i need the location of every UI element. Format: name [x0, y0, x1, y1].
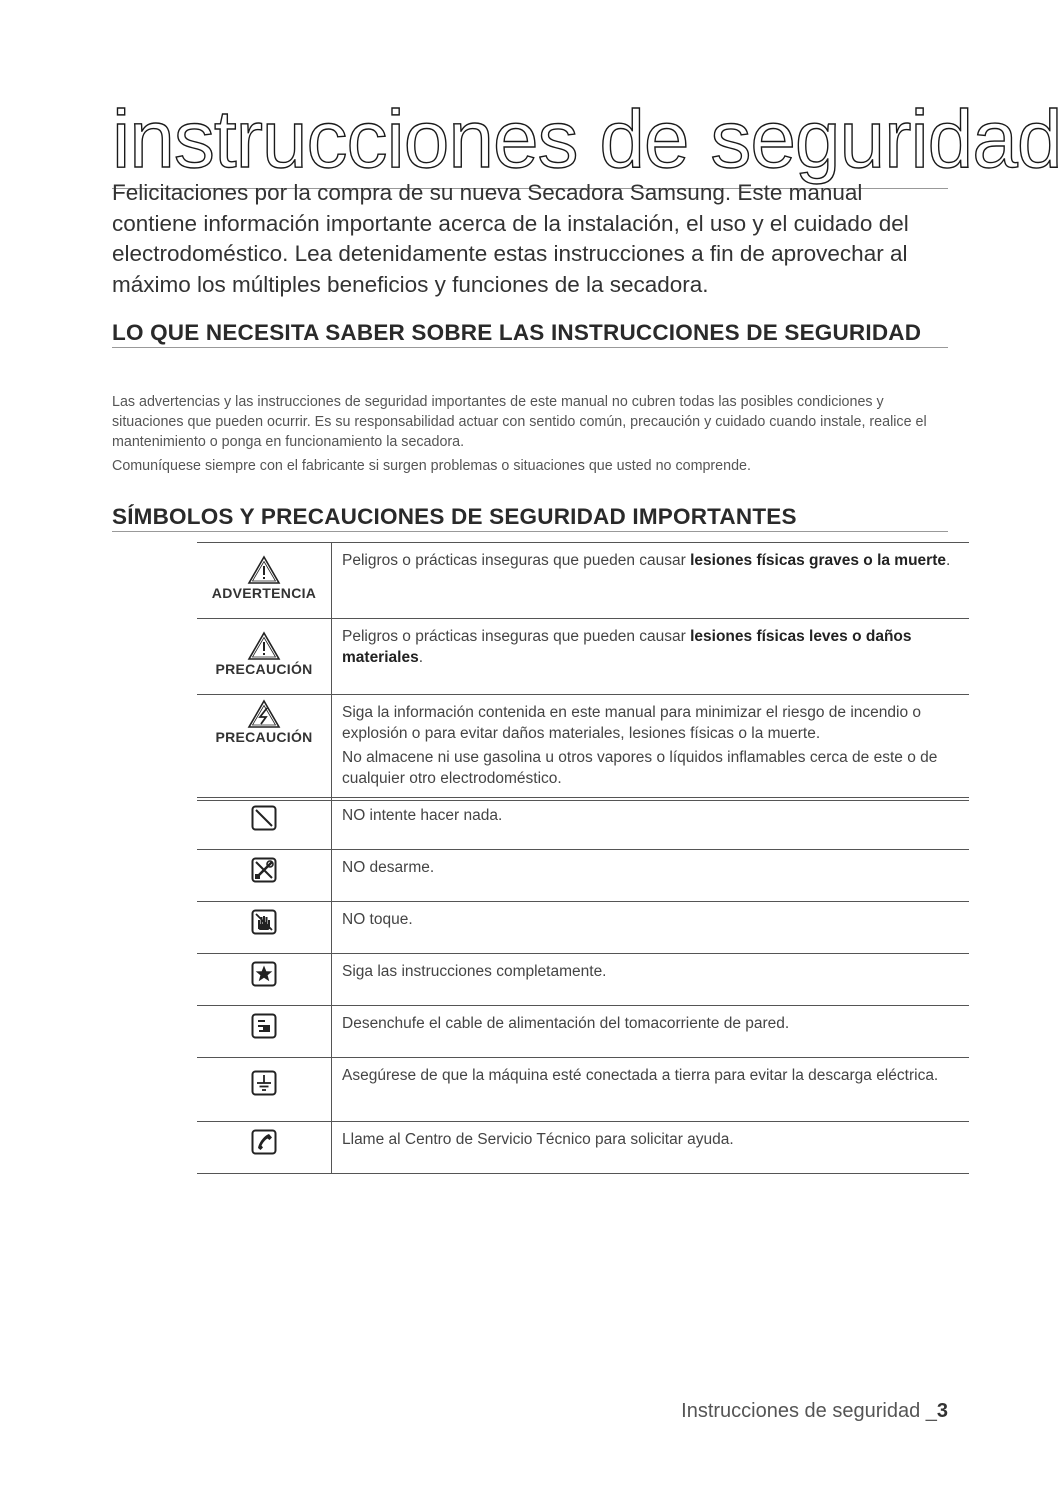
warning-label: ADVERTENCIA: [211, 585, 317, 601]
section-heading-symbols: SÍMBOLOS Y PRECAUCIONES DE SEGURIDAD IMPORTANTES: [112, 502, 948, 532]
table-row: [197, 619, 969, 695]
fire-caution-description: Siga la información contenida en este manual para minimizar el riesgo de incendio o explosión o para evitar daños materiales, lesiones físicas o la muerte. No almacene ni use gasolina u otros vapores o líquidos inflamables cerca de este o de cualquier otro electrodoméstico.: [332, 695, 970, 801]
section-heading-instructions: LO QUE NECESITA SABER SOBRE LAS INSTRUCCIONES DE SEGURIDAD: [112, 318, 948, 348]
table-row: [197, 1058, 969, 1122]
ground-icon: [251, 1070, 277, 1096]
intro-paragraph: Felicitaciones por la compra de su nueva Secadora Samsung. Este manual contiene información importante acerca de la instalación, el uso y el cuidado del electrodoméstico. Lea detenidamente estas instrucciones a fin de aprovechar al máximo los múltiples beneficios y funciones de la secadora.: [112, 180, 909, 297]
caution-description: Peligros o prácticas inseguras que pueden causar lesiones físicas leves o daños materiales.: [332, 619, 970, 695]
no-touch-icon: [251, 909, 277, 935]
warning-triangle-icon: [247, 555, 281, 585]
section1-paragraph: Las advertencias y las instrucciones de seguridad importantes de este manual no cubren todas las posibles condiciones y situaciones que pueden ocurrir. Es su responsabilidad actuar con sentido común, precaución y cuidado cuando instale, realice el mantenimiento o ponga en funcionamiento la secadora.: [112, 394, 927, 450]
symbol-description: Asegúrese de que la máquina esté conectada a tierra para evitar la descarga eléctrica.: [332, 1058, 970, 1122]
fire-hazard-triangle-icon: [247, 699, 281, 729]
table-row: [197, 798, 969, 850]
symbol-description: Llame al Centro de Servicio Técnico para solicitar ayuda.: [332, 1122, 970, 1174]
table-row: [197, 902, 969, 954]
caution-triangle-icon: [247, 631, 281, 661]
call-service-icon: [251, 1129, 277, 1155]
table-row: [197, 850, 969, 902]
follow-instructions-icon: [251, 961, 277, 987]
page-footer: [681, 1400, 948, 1423]
footer-text: Instrucciones de seguridad _: [681, 1400, 937, 1422]
symbol-description: NO intente hacer nada.: [332, 798, 970, 850]
no-attempt-icon: [251, 805, 277, 831]
page-number: 3: [936, 1400, 948, 1422]
no-disassemble-icon: [251, 857, 277, 883]
symbol-description: Siga las instrucciones completamente.: [332, 954, 970, 1006]
page-title: instrucciones de seguridad: [112, 92, 948, 189]
caution-fire-label: PRECAUCIÓN: [215, 729, 313, 745]
symbol-description: NO desarme.: [332, 850, 970, 902]
caution-label: PRECAUCIÓN: [215, 661, 313, 677]
section1-paragraph-contact: Comuníquese siempre con el fabricante si surgen problemas o situaciones que usted no comprende.: [112, 458, 751, 474]
symbol-description: Desenchufe el cable de alimentación del tomacorriente de pared.: [332, 1006, 970, 1058]
symbols-table: [197, 797, 969, 1174]
table-row: [197, 954, 969, 1006]
table-row: [197, 1122, 969, 1174]
warning-description: Peligros o prácticas inseguras que pueden causar lesiones físicas graves o la muerte.: [332, 543, 970, 619]
warning-table: [197, 542, 969, 801]
unplug-icon: [251, 1013, 277, 1039]
table-row: [197, 543, 969, 619]
table-row: [197, 695, 969, 801]
table-row: [197, 1006, 969, 1058]
symbol-description: NO toque.: [332, 902, 970, 954]
